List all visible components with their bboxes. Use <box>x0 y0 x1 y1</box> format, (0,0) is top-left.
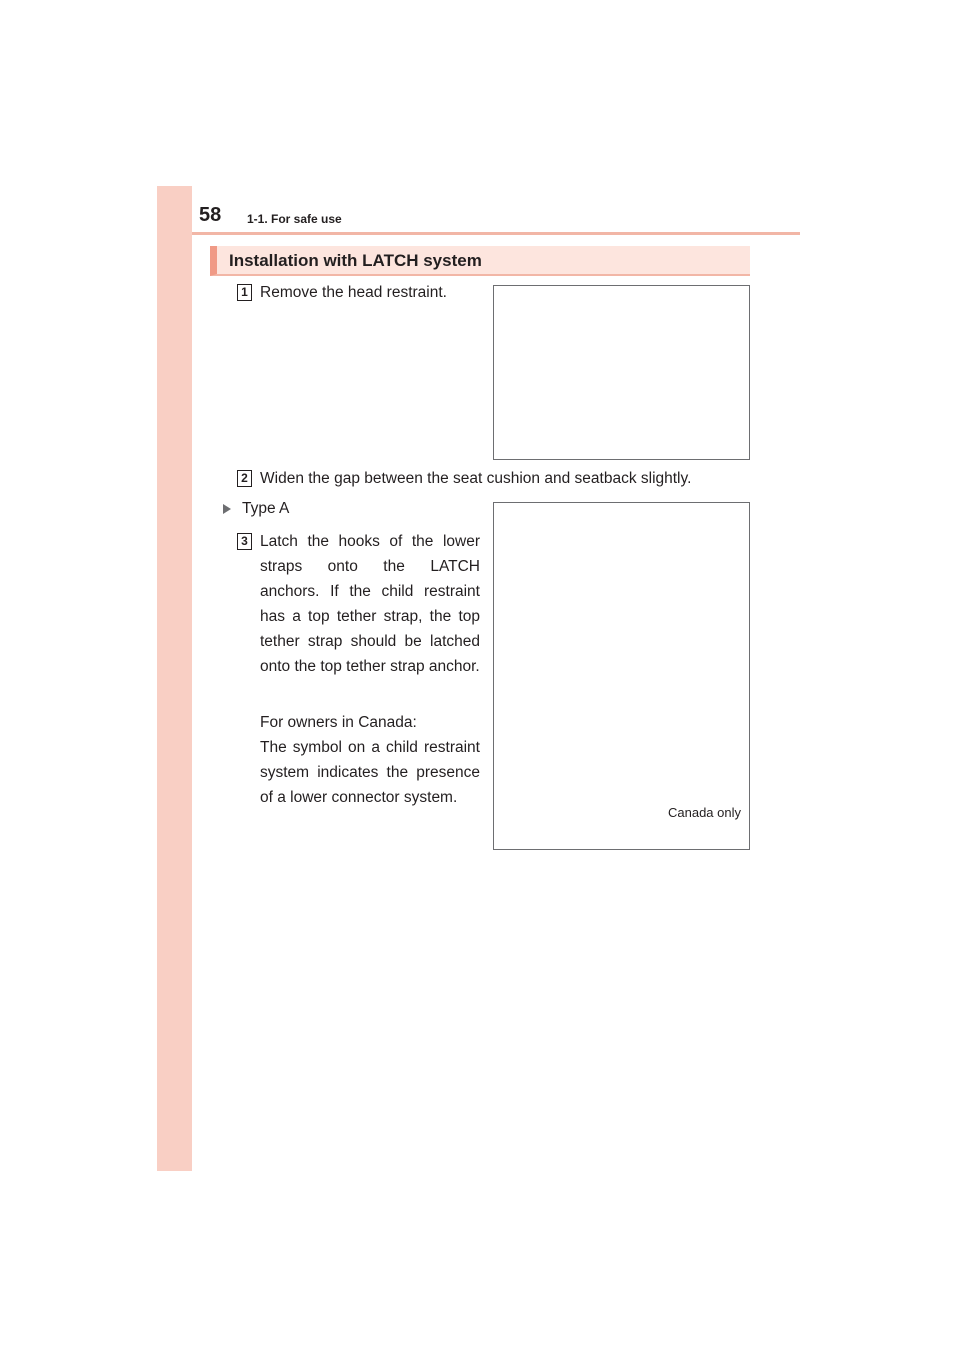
section-title: Installation with LATCH system <box>229 251 482 270</box>
section-heading-bar <box>210 246 750 276</box>
figure-latch-anchors <box>493 502 750 850</box>
step-number-1: 1 <box>237 284 252 301</box>
canada-note-heading: For owners in Canada: <box>260 714 417 731</box>
step-3-text: Latch the hooks of the lower straps onto the LATCH anchors. If the child restraint has a top tether strap, the top tether strap should be latched onto the top tether strap anchor. <box>260 533 480 675</box>
step-1-text: Remove the head restraint. <box>260 284 447 301</box>
step-number-2: 2 <box>237 470 252 487</box>
section-label: 1-1. For safe use <box>247 212 342 226</box>
figure-head-restraint <box>493 285 750 460</box>
step-2-text: Widen the gap between the seat cushion and seatback slightly. <box>260 470 692 487</box>
type-label: Type A <box>242 500 290 517</box>
step-number-3: 3 <box>237 533 252 550</box>
triangle-bullet-icon <box>223 504 231 514</box>
canada-note-body: The symbol on a child restraint system indicates the presence of a lower connector system. <box>260 739 480 806</box>
chapter-side-tab <box>157 186 192 1171</box>
header-rule <box>192 232 800 235</box>
page-number: 58 <box>199 204 222 226</box>
figure-caption: Canada only <box>668 805 741 820</box>
